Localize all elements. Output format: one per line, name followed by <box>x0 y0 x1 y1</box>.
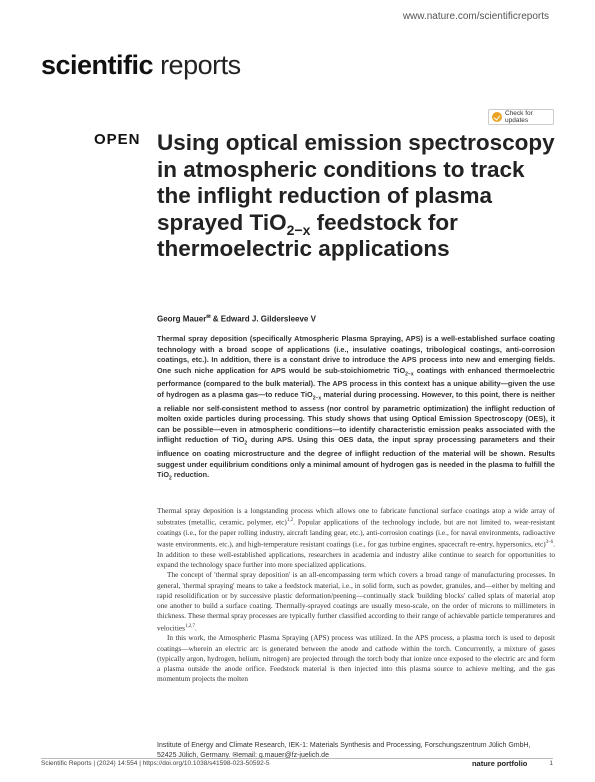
footer-journal: Scientific Reports | <box>41 760 96 767</box>
abstract-text: during APS. Using this OES data, the input spray processing parameters and their influence on coating microstructure and the degree of inflight reduction of the material will be shown. Results suggest under equilibrium conditions only a minimal amount of hydrogen gas is needed in the plasma to fulfill the TiO <box>157 435 555 480</box>
email-icon[interactable]: ✉ <box>206 314 211 320</box>
logo-bold-text: scientific <box>41 50 154 80</box>
citation-ref[interactable]: 3–6 <box>545 540 554 546</box>
affiliation: Institute of Energy and Climate Research, IEK-1: Materials Synthesis and Processing, Forschungszentrum Jülich GmbH, 52425 Jülich, Germany. ✉email: g.mauer@fz-juelich.de <box>157 742 531 759</box>
body-text: . Popular applications of the technology include, but are not limited to, wear-resistant coatings (i.e., for the paper rolling industry, aircraft landing gear, etc.), anti-corrosion coatings (i.e., for naval environments, radioactive waste environments, etc.), and high-temperature resistant coatings (i.e., for gas turbine engines, spacecraft re-entry, hypersonics, etc) <box>157 517 555 549</box>
body-text: Thermal spray deposition is a longstanding process which allows one to fabricate functional surface coatings atop a wide array of substrates (metallic, ceramic, polymer, etc) <box>157 506 555 527</box>
abstract-text: reduction. <box>171 470 210 480</box>
citation-ref[interactable]: 1,2,7 <box>184 623 195 629</box>
abstract-subscript: 2 <box>169 475 172 482</box>
page-number: 1 <box>549 760 553 767</box>
body-text: . In addition to these well-established applications, researchers in academia and industry alike continue to search for opportunities to expand the technology space further into more specialized applications. <box>157 539 555 570</box>
logo-light-text: reports <box>160 50 241 80</box>
title-subscript: 2−x <box>286 221 311 238</box>
abstract-subscript: 2 <box>244 440 248 447</box>
article-title <box>157 130 557 263</box>
author-list <box>157 314 316 324</box>
footer-citation <box>41 760 270 767</box>
abstract-subscript: 2−x <box>405 370 414 377</box>
journal-url[interactable]: www.nature.com/scientificreports <box>402 11 549 22</box>
check-updates-icon <box>492 112 502 122</box>
citation-ref[interactable]: 1,2 <box>286 518 294 524</box>
body-text: The concept of 'thermal spray deposition' is an all-encompassing term which covers a broad range of manufacturing processes. In general, 'thermal spraying' means to take a feedstock material, i.e., in solid form, such as powder, granules, and—either by melting and rapid resolidification or by successive plastic deformation/peening—continually stack 'building blocks' called splats of material atop one another to build a surface coating. Thermally-sprayed coatings are usually meso-scale, on the order of microns to millimeters in thickness. These thermal spray processes are typically further classified according to their range of achievable particle temperatures and velocities <box>157 570 555 633</box>
open-access-label: OPEN <box>94 131 141 148</box>
body-text: In this work, the Atmospheric Plasma Spraying (APS) process was utilized. In the APS process, a plasma torch is used to deposit coatings—wherein an electric arc is generated between the anode and cathode within the torch. Concurrently, a mixture of gases (typically argon, hydrogen, helium, nitrogen) are projected through the torch body that ionize once exposed to the electric arc and form a plasma outside the anode orifice. Feedstock material is then injected into this plasma source to achieve melting, and the gas momentum projects the molten <box>157 633 555 684</box>
journal-logo <box>41 50 241 81</box>
body-paragraph <box>157 570 555 633</box>
abstract-subscript: 2−x <box>312 395 322 402</box>
article-body <box>157 506 555 685</box>
body-paragraph <box>157 506 555 570</box>
abstract-text: coatings with enhanced thermoelectric performance (compared to the bulk material). The APS process in this context has a unique ability—given the use of hydrogen as a plasma gas—to reduce TiO <box>157 365 555 399</box>
body-paragraph <box>157 633 555 684</box>
abstract <box>157 334 555 484</box>
title-end: feedstock for thermoelectric applications <box>157 209 458 261</box>
author-name-rest[interactable]: & Edward J. Gildersleeve V <box>210 314 316 324</box>
title-main: Using optical emission spectroscopy in atmospheric conditions to track the inflight reduction of plasma sprayed TiO <box>157 130 555 235</box>
check-updates-label: Check for updates <box>505 110 533 124</box>
footer-right <box>472 759 553 768</box>
body-text: . <box>194 623 197 633</box>
footer-volume: (2024) 14:554 <box>96 760 138 767</box>
check-for-updates-button[interactable] <box>488 109 554 125</box>
footer-doi-link[interactable]: | https://doi.org/10.1038/s41598-023-50592-5 <box>139 760 270 767</box>
abstract-text: material during processing. However, to this point, there is neither a reliable nor self-consistent method to assess (nor control by parametric optimization) the inflight reduction of molten oxide particles during processing. This study shows that using Optical Emission Spectroscopy (OES), it can be possible—even in atmospheric conditions—to identify characteristic emission peaks associated with the inflight reduction of TiO <box>157 389 555 445</box>
publisher-logo: nature portfolio <box>471 759 528 768</box>
abstract-text: Thermal spray deposition (specifically Atmospheric Plasma Spraying, APS) is a well-established surface coating technology with a broad scope of applications (i.e., insulative coatings, tribological coatings, anti-corrosion coatings, etc.). In addition, there is a constant drive to introduce the APS process into new and emerging fields. One such niche application for APS would be sub-stoichiometric TiO <box>157 334 555 375</box>
author-name[interactable]: Georg Mauer <box>157 314 207 324</box>
